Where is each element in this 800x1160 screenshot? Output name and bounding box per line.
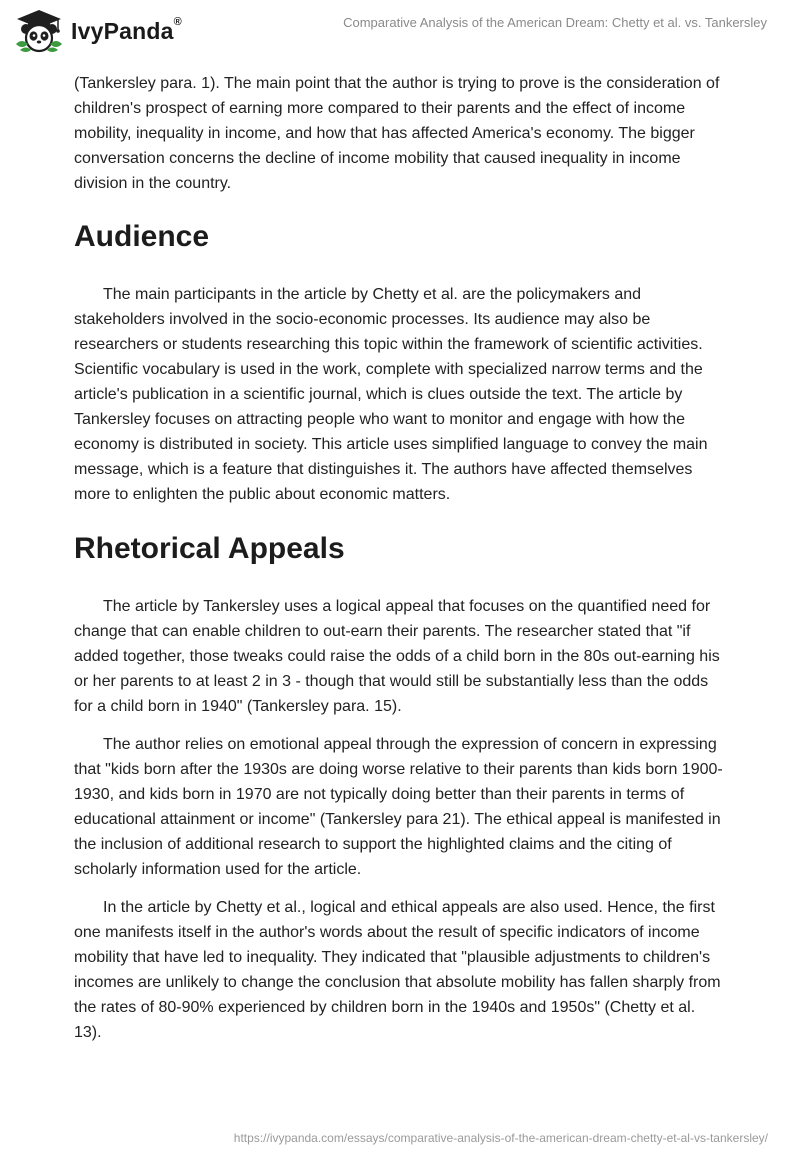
document-title: Comparative Analysis of the American Dream: Chetty et al. vs. Tankersley — [343, 15, 767, 30]
section-heading-rhetorical-appeals: Rhetorical Appeals — [74, 532, 345, 565]
panda-graduate-icon — [14, 8, 64, 54]
source-url[interactable]: https://ivypanda.com/essays/comparative-analysis-of-the-american-dream-chetty-et-al-vs-tankersley/ — [233, 1131, 768, 1145]
section-heading-audience: Audience — [74, 220, 210, 253]
page-header — [0, 0, 800, 62]
rhetorical-paragraph-1: The article by Tankersley uses a logical appeal that focuses on the quantified need for change that can enable children to out-earn their parents. The researcher stated that "if added together, those tweaks could raise the odds of a child born in the 80s out-earning his or her parents to at least 2 in 3 - though that would still be substantially less than the odds for a child born in 1940" (Tankersley para. 15). — [74, 598, 720, 715]
rhetorical-paragraph-3: In the article by Chetty et al., logical and ethical appeals are also used. Hence, the first one manifests itself in the author's words about the result of specific indicators of income mobility that have led to inequality. They indicated that "plausible adjustments to children's incomes are unlikely to change the conclusion that absolute mobility has fallen sharply from the rates of 80-90% experienced by children born in the 1940s and 1950s" (Chetty et al. 13). — [74, 899, 721, 1041]
logo-wordmark: IvyPanda® — [71, 15, 182, 44]
intro-paragraph: (Tankersley para. 1). The main point that the author is trying to prove is the consideration of children's prospect of earning more compared to their parents and the effect of income mobility, inequality in income, and how that has affected America's economy. The bigger conversation concerns the decline of income mobility that caused inequality in income division in the country. — [74, 75, 720, 192]
registered-mark: ® — [173, 15, 182, 28]
ivypanda-logo[interactable] — [14, 8, 182, 54]
audience-paragraph-1: The main participants in the article by Chetty et al. are the policymakers and stakeholders involved in the socio-economic processes. Its audience may also be researchers or students researching this topic within the framework of scientific activities. Scientific vocabulary is used in the work, complete with specialized narrow terms and the article's publication in a scientific journal, which is clues outside the text. The article by Tankersley focuses on attracting people who want to monitor and engage with how the economy is distributed in society. This article uses simplified language to convey the main message, which is a feature that distinguishes it. The authors have affected themselves more to enlighten the public about economic matters. — [74, 286, 708, 503]
essay-body — [74, 71, 726, 1045]
rhetorical-paragraph-2: The author relies on emotional appeal through the expression of concern in expressing that "kids born after the 1930s are doing worse relative to their parents than kids born 1900-1930, and kids born in 1970 are not typically doing better than their parents in terms of educational attainment or income" (Tankersley para 21). The ethical appeal is manifested in the inclusion of additional research to support the highlighted claims and the citing of scholarly information used for the article. — [74, 736, 723, 878]
